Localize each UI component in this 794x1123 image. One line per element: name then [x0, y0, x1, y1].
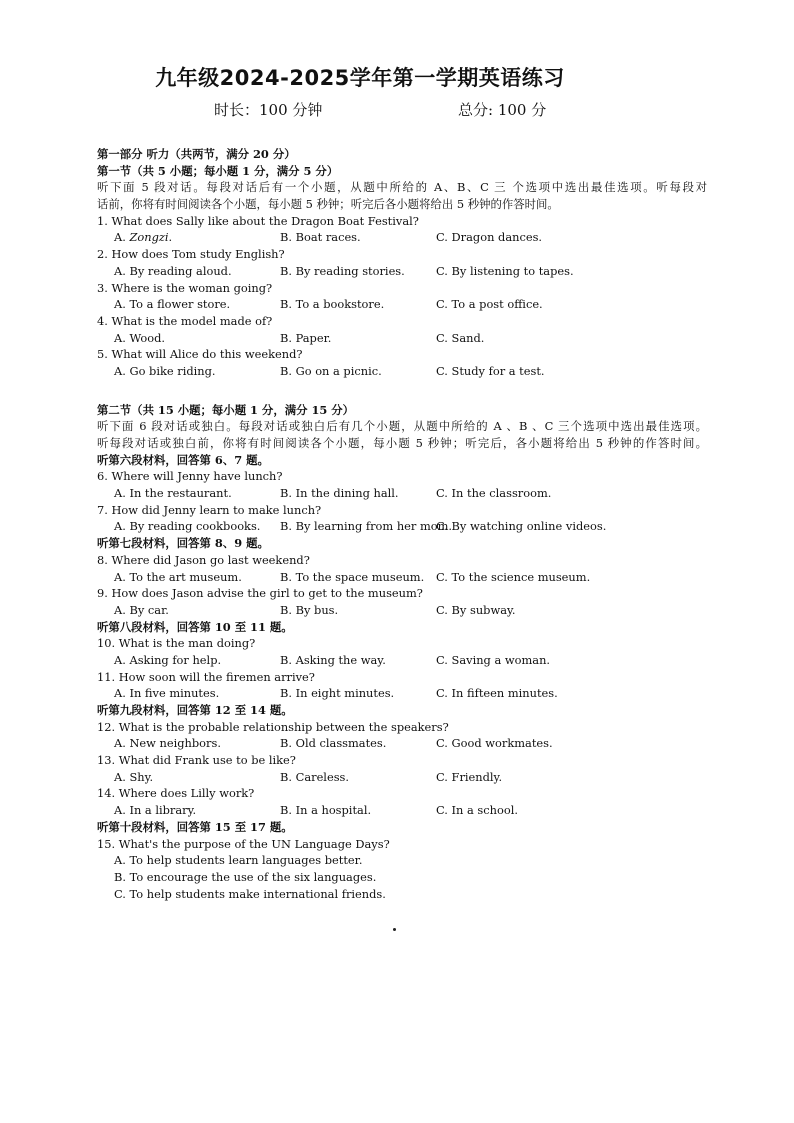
option-a: A. In the restaurant.: [114, 486, 232, 501]
option-a: A. By reading aloud.: [114, 263, 232, 278]
exam-content: [97, 146, 707, 902]
option-c: C. By listening to tapes.: [436, 263, 574, 278]
option-c: C. Study for a test.: [436, 363, 545, 378]
option-b: B. Careless.: [280, 769, 350, 784]
option-b: B. By bus.: [280, 602, 339, 617]
material-label: 听第九段材料，回答第 12 至 14 题。: [97, 703, 293, 717]
question-stem: 14. Where does Lilly work?: [97, 786, 255, 801]
question-options: [97, 652, 707, 669]
question-stem: 4. What is the model made of?: [97, 313, 273, 328]
material-label: 听第八段材料，回答第 10 至 11 题。: [97, 619, 293, 634]
option-b: B. To a bookstore.: [280, 297, 385, 312]
question-options: [97, 685, 707, 702]
option-c: C. Good workmates.: [436, 736, 553, 751]
question-stem: 9. How does Jason advise the girl to get to the museum?: [97, 586, 423, 601]
option-a: A. In a library.: [114, 803, 197, 818]
option-a: A. Go bike riding.: [114, 363, 216, 378]
option-a: A. By reading cookbooks.: [114, 519, 261, 534]
question-options: [97, 602, 707, 619]
option-a: A. Wood.: [114, 330, 166, 345]
question-options: [97, 735, 707, 752]
option-b: B. Go on a picnic.: [280, 363, 382, 378]
question-options: [97, 229, 707, 246]
question-options: [97, 330, 707, 347]
option-a: A. New neighbors.: [114, 736, 221, 751]
question-stem: 6. Where will Jenny have lunch?: [97, 469, 283, 484]
option-b: B. In the dining hall.: [280, 486, 399, 501]
option-b: B. To encourage the use of the six languages.: [114, 869, 377, 884]
option-c: C. Saving a woman.: [436, 652, 551, 667]
question-options: [97, 518, 707, 535]
question-stem: 15. What's the purpose of the UN Language Days?: [97, 836, 390, 851]
option-a: A. To help students learn languages better.: [114, 853, 363, 868]
part1-heading: 第一部分 听力（共两节，满分 20 分）: [97, 147, 296, 161]
section1-instructions-line2: 话前，你将有时间阅读各个小题，每小题 5 秒钟；听完后各小题将给出 5 秒钟的作答时间。: [97, 197, 559, 212]
page-title: 九年级2024-2025学年第一学期英语练习: [155, 66, 565, 90]
question-options: [97, 569, 707, 586]
option-b: B. Paper.: [280, 330, 332, 345]
material-label: 听第六段材料，回答第 6、7 题。: [97, 452, 269, 467]
section2-instructions-line1: 听下面 6 段对话或独白。每段对话或独白后有几个小题，从题中所给的 A 、B 、C 三个选项中选出最佳选项。: [97, 419, 707, 434]
question-options: [97, 769, 707, 786]
question-options: [97, 296, 707, 313]
option-a: A. Asking for help.: [114, 652, 222, 667]
material-label: 听第七段材料，回答第 8、9 题。: [97, 536, 269, 551]
option-c: C. Sand.: [436, 330, 485, 345]
exam-total-score: 总分: 100 分: [458, 101, 547, 119]
option-b: B. Boat races.: [280, 230, 361, 245]
option-c: C. To help students make international friends.: [114, 886, 386, 901]
question-stem: 12. What is the probable relationship between the speakers?: [97, 719, 449, 734]
option-a: A. Shy.: [114, 769, 154, 784]
question-stem: 5. What will Alice do this weekend?: [97, 347, 303, 362]
option-c: C. By subway.: [436, 602, 516, 617]
option-b: B. By reading stories.: [280, 263, 405, 278]
option-a: A. To a flower store.: [114, 297, 231, 312]
option-a: A. By car.: [114, 602, 169, 617]
question-options: [97, 263, 707, 280]
question-stem: 10. What is the man doing?: [97, 636, 256, 651]
stray-dot: [393, 928, 396, 931]
option-c: C. In a school.: [436, 803, 518, 818]
option-a: A. To the art museum.: [114, 569, 242, 584]
question-stem: 7. How did Jenny learn to make lunch?: [97, 502, 322, 517]
question-options: [97, 802, 707, 819]
question-stem: 8. Where did Jason go last weekend?: [97, 552, 310, 567]
question-stem: 3. Where is the woman going?: [97, 280, 273, 295]
option-b: B. In a hospital.: [280, 803, 372, 818]
material-label: 听第十段材料，回答第 15 至 17 题。: [97, 819, 293, 834]
option-b: B. In eight minutes.: [280, 686, 395, 701]
section1-heading: 第一节（共 5 小题；每小题 1 分，满分 5 分）: [97, 163, 339, 178]
option-a: A. Zongzi.: [114, 230, 173, 245]
section2-heading: 第二节（共 15 小题；每小题 1 分，满分 15 分）: [97, 402, 355, 417]
option-c: C. In fifteen minutes.: [436, 686, 558, 701]
option-c: C. By watching online videos.: [436, 519, 607, 534]
option-b: B. By learning from her mom.: [280, 519, 453, 534]
exam-duration: 时长：100 分钟: [214, 101, 323, 119]
section1-instructions-line1: 听下面 5 段对话。每段对话后有一个小题，从题中所给的 A、B、C 三 个选项中选出最佳选项。听每段对: [97, 180, 707, 195]
option-c: C. To the science museum.: [436, 569, 591, 584]
option-b: B. Asking the way.: [280, 652, 386, 667]
option-c: C. Dragon dances.: [436, 230, 543, 245]
question-stem: 13. What did Frank use to be like?: [97, 753, 296, 768]
section2-instructions-line2: 听每段对话或独白前，你将有时间阅读各个小题，每小题 5 秒钟；听完后，各小题将给出 5 秒钟的作答时间。: [97, 436, 707, 450]
option-c: C. In the classroom.: [436, 486, 552, 501]
question-stem: 2. How does Tom study English?: [97, 247, 285, 262]
option-c: C. To a post office.: [436, 297, 543, 312]
option-c: C. Friendly.: [436, 769, 503, 784]
option-a: A. In five minutes.: [114, 686, 220, 701]
question-stem: 11. How soon will the firemen arrive?: [97, 669, 315, 684]
question-options: [97, 363, 707, 380]
option-b: B. To the space museum.: [280, 569, 425, 584]
option-b: B. Old classmates.: [280, 736, 387, 751]
question-stem: 1. What does Sally like about the Dragon Boat Festival?: [97, 213, 419, 228]
question-options: [97, 485, 707, 502]
